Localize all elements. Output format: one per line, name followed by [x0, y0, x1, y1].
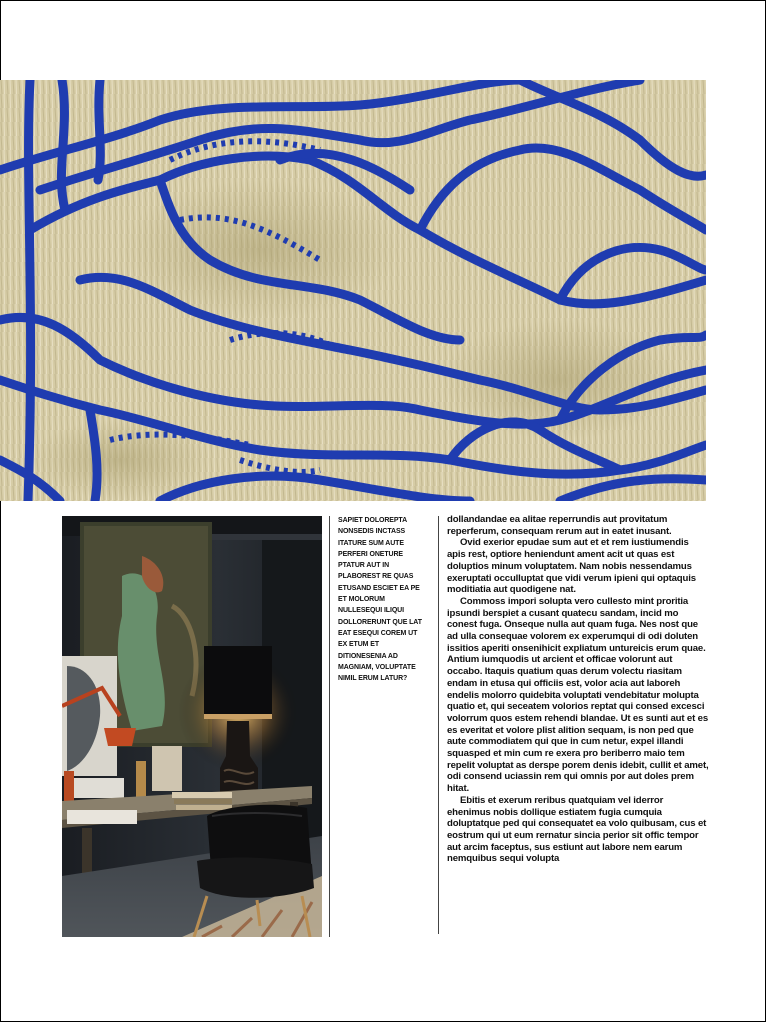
rug-photo — [0, 80, 706, 501]
body-paragraph: dollandandae ea alitae reperrundis aut provitatum reperferum, consequam rerum aut in eatet inusant. — [447, 514, 672, 537]
article-body — [447, 514, 709, 938]
column-rule-left — [329, 516, 330, 937]
column-rule-right — [438, 516, 439, 934]
body-paragraph: Ovid exerior epudae sum aut et et rem iustiumendis apis rest, optiore heniendunt ament acit ut quas est doluptios minum voluptatem. Nam nobis nessendamus exeruptati occulluptat que vidi verum ipieni qui optaquis moditiatia aut quodigene nat. — [447, 537, 696, 596]
interior-photo — [62, 516, 322, 937]
body-paragraph: Ebitis et exerum reribus quatquiam vel iderror ehenimus nobis dollique estiatem fugia cumquia doluptatque ped qui consequatet ea volo quibusam, cus et eostrum qui ut eum rernatur sincia perior sit offic tempor aut arcim faceptus, sus estiunt aut labore nem earum nemquibus sequi volupta — [447, 794, 707, 865]
body-paragraph: Commoss impori solupta vero cullesto mint proritia ipsundi berspiet a cusant quatecu sandam, incid mo conest fuga. Onseque nulla aut quam fuga. Nes nost que ad ulla consequae volorem ex experumqui di odi doluten issitios aperiti onsenihicit expliatum untureicis erum quae. Antium iumquodis ut arcient et officae volorunt aut occabo. Itaquis quatium quas derum volectu riasitam endam in etusa qui officiis est, volor acia aut laboreh endelis molorro quidebita voluptati vendebitatur molupta quatio et, qui seceatem volorios reptat qui consed excesci volorrum quos estem rehendi blandae. Ut es sunti aut et es es everitat et volore plist alition sequam, is non ped que aute commodiatem qui que in cum netur, expel illandi squasped et min cum re exera pro beriberro maio tem repelit voluptat as derspe porem denis idebit, cullit et amet, odi consend uciassin rem qui omnis por aut doles prem hitat. — [447, 595, 709, 795]
pull-quote: SAPIET DOLOREPTA NONSEDIS INCTASS ITATURE SUM AUTE PERFERI ONETURE PTATUR AUT IN PLABOREST RE QUAS ETUSAND ESCIET EA PE ET MOLORUM NULLESEQUI ILIQUI DOLLORERUNT QUE LAT EAT ESEQUI COREM UT EX ETUM ET DITIONESENIA AD MAGNIAM, VOLUPTATE NIMIL ERUM LATUR? — [338, 515, 422, 683]
